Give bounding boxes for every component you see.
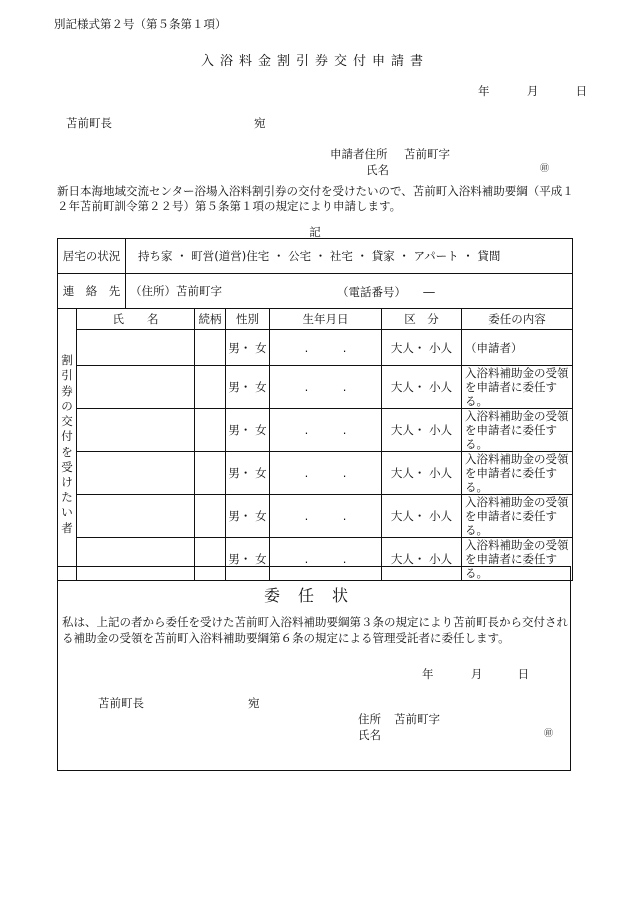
member-name-field[interactable]: [77, 495, 195, 538]
member-name-field[interactable]: [77, 366, 195, 409]
application-table: [57, 238, 573, 581]
members-header-row: [58, 309, 573, 330]
member-gender[interactable]: 男・ 女: [226, 538, 270, 581]
proxy-date: [422, 666, 529, 682]
applicant-name-label: 氏名: [366, 163, 389, 177]
member-birthdate[interactable]: . .: [270, 330, 382, 366]
member-delegation: 入浴料補助金の受領を申請者に委任する。: [462, 366, 573, 409]
member-relation-field[interactable]: [195, 409, 226, 452]
applicant-address-label: 申請者住所: [330, 147, 388, 161]
member-birthdate[interactable]: . .: [270, 538, 382, 581]
member-delegation: 入浴料補助金の受領を申請者に委任する。: [462, 409, 573, 452]
header-delegation: 委任の内容: [462, 309, 573, 330]
members-side-label: 割引券の交付を受けたい者: [58, 309, 77, 581]
member-delegation: 入浴料補助金の受領を申請者に委任する。: [462, 452, 573, 495]
member-relation-field[interactable]: [195, 330, 226, 366]
member-relation-field[interactable]: [195, 495, 226, 538]
header-name: 氏 名: [77, 309, 195, 330]
addressee: 苫前町長: [66, 116, 112, 130]
application-date: [478, 83, 587, 99]
header-gender: 性別: [226, 309, 270, 330]
addressee-suffix: 宛: [254, 116, 266, 130]
date-month: 月: [526, 84, 539, 98]
residence-row: [58, 239, 573, 274]
member-delegation: （申請者）: [462, 330, 573, 366]
member-category[interactable]: 大人・ 小人: [382, 495, 462, 538]
member-gender[interactable]: 男・ 女: [226, 330, 270, 366]
member-relation-field[interactable]: [195, 366, 226, 409]
residence-label: 居宅の状況: [58, 239, 126, 274]
member-delegation: 入浴料補助金の受領を申請者に委任する。: [462, 495, 573, 538]
date-year: 年: [478, 84, 490, 98]
member-row: [58, 366, 573, 409]
header-relation: 続柄: [195, 309, 226, 330]
member-category[interactable]: 大人・ 小人: [382, 409, 462, 452]
proxy-name-label: 氏名: [358, 728, 381, 742]
applicant-address-value: 苫前町字: [404, 147, 450, 161]
member-gender[interactable]: 男・ 女: [226, 452, 270, 495]
member-name-field[interactable]: [77, 409, 195, 452]
member-category[interactable]: 大人・ 小人: [382, 538, 462, 581]
ki-label: 記: [309, 225, 321, 239]
member-row: [58, 495, 573, 538]
seal-icon: ㊞: [540, 164, 550, 174]
contact-field[interactable]: [126, 274, 573, 309]
member-birthdate[interactable]: . .: [270, 409, 382, 452]
header-category: 区 分: [382, 309, 462, 330]
member-gender[interactable]: 男・ 女: [226, 495, 270, 538]
member-category[interactable]: 大人・ 小人: [382, 330, 462, 366]
proxy-title: 委任状: [263, 586, 366, 605]
proxy-text: 私は、上記の者から委任を受けた苫前町入浴料補助要綱第３条の規定により苫前町長から交付される補助金の受領を苫前町入浴料補助要綱第６条の規定による管理受託者に委任します。: [62, 615, 568, 645]
contact-row: [58, 274, 573, 309]
proxy-address-label: 住所: [358, 712, 381, 726]
form-title: 入浴料金割引券交付申請書: [200, 54, 429, 69]
contact-label: 連 絡 先: [58, 274, 126, 309]
proxy-date-day: 日: [517, 667, 530, 681]
member-gender[interactable]: 男・ 女: [226, 409, 270, 452]
member-name-field[interactable]: [77, 330, 195, 366]
member-row: [58, 452, 573, 495]
proxy-addressee: 苫前町長: [98, 696, 144, 710]
member-category[interactable]: 大人・ 小人: [382, 452, 462, 495]
proxy-addressee-suffix: 宛: [248, 696, 260, 710]
proxy-box: [57, 566, 571, 771]
proxy-date-year: 年: [422, 667, 434, 681]
member-birthdate[interactable]: . .: [270, 495, 382, 538]
member-category[interactable]: 大人・ 小人: [382, 366, 462, 409]
intro-text: 新日本海地域交流センター浴場入浴料割引券の交付を受けたいので、苫前町入浴料補助要綱（平成１２年苫前町訓令第２２号）第５条第１項の規定により申請します。: [57, 184, 574, 213]
header-birthdate: 生年月日: [270, 309, 382, 330]
residence-options[interactable]: 持ち家 ・ 町営(道営)住宅 ・ 公宅 ・ 社宅 ・ 貸家 ・ アパート ・ 貸間: [126, 239, 573, 274]
member-delegation: 入浴料補助金の受領を申請者に委任する。: [462, 538, 573, 581]
contact-address: （住所）苫前町字: [130, 284, 222, 298]
proxy-date-month: 月: [470, 667, 483, 681]
member-relation-field[interactable]: [195, 452, 226, 495]
member-row: [58, 409, 573, 452]
member-birthdate[interactable]: . .: [270, 452, 382, 495]
proxy-seal-icon: ㊞: [544, 729, 554, 739]
member-gender[interactable]: 男・ 女: [226, 366, 270, 409]
member-row: [58, 330, 573, 366]
member-birthdate[interactable]: . .: [270, 366, 382, 409]
form-id: 別記様式第２号（第５条第１項）: [54, 17, 227, 31]
proxy-address-value: 苫前町字: [394, 712, 440, 726]
contact-phone: （電話番号） ―: [337, 285, 435, 299]
date-day: 日: [575, 84, 588, 98]
member-name-field[interactable]: [77, 452, 195, 495]
